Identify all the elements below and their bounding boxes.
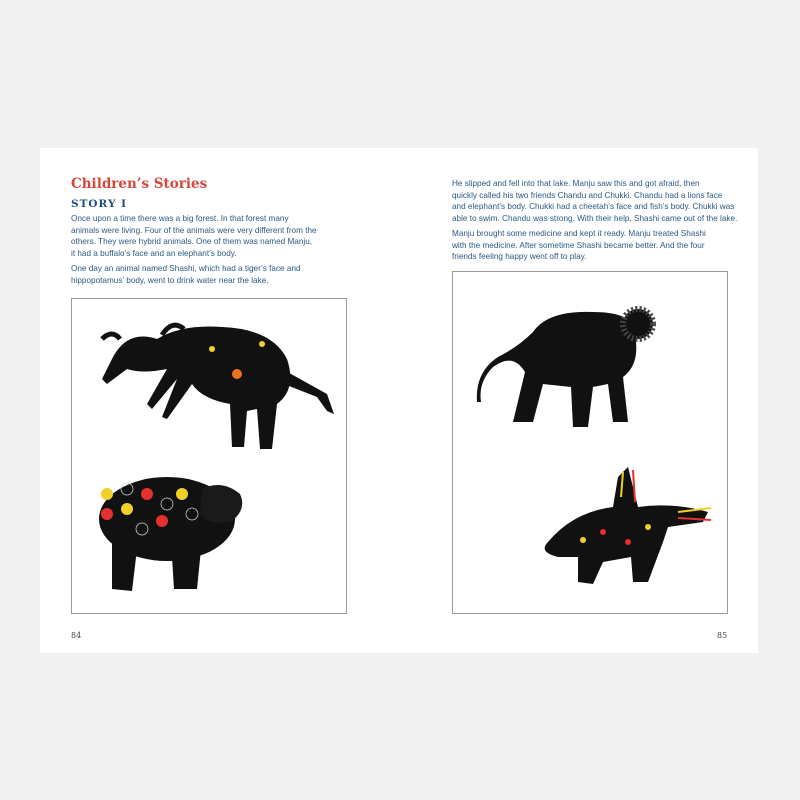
left-paragraph-1: Once upon a time there was a big forest. In that forest many animals were living. Four of the animals were very different from the others. They were hybrid animals. One of them was named Manju, it had a buffalo’s face and an elephant’s body. [71, 214, 317, 259]
left-illustration-frame [71, 298, 347, 614]
lion-elephant-illustration [453, 272, 727, 613]
right-illustration-frame [452, 271, 728, 614]
page-title: Children’s Stories [71, 176, 208, 192]
left-paragraph-2: One day an animal named Shashi, which had a tiger’s face and hippopotamus’ body, went to drink water near the lake. [71, 264, 301, 285]
right-paragraph-2: Manju brought some medicine and kept it ready. Manju treated Shashi with the medicine. After sometime Shashi became better. And the four friends feeling happy went off to play. [452, 229, 706, 262]
story-heading: STORY I [71, 198, 128, 210]
buffalo-elephant-illustration [72, 299, 346, 613]
page-number-left: 84 [71, 631, 82, 640]
right-paragraph-1: He slipped and fell into that lake. Manju saw this and got afraid, then quickly called his two friends Chandu and Chukki. Chandu had a lions face and elephant’s body. Chukki had a cheetah’s face and fish’s body. Chukki was able to swim. Chandu was strong. With their help, Shashi came out of the lake. [452, 179, 738, 224]
page-number-right: 85 [717, 631, 728, 640]
